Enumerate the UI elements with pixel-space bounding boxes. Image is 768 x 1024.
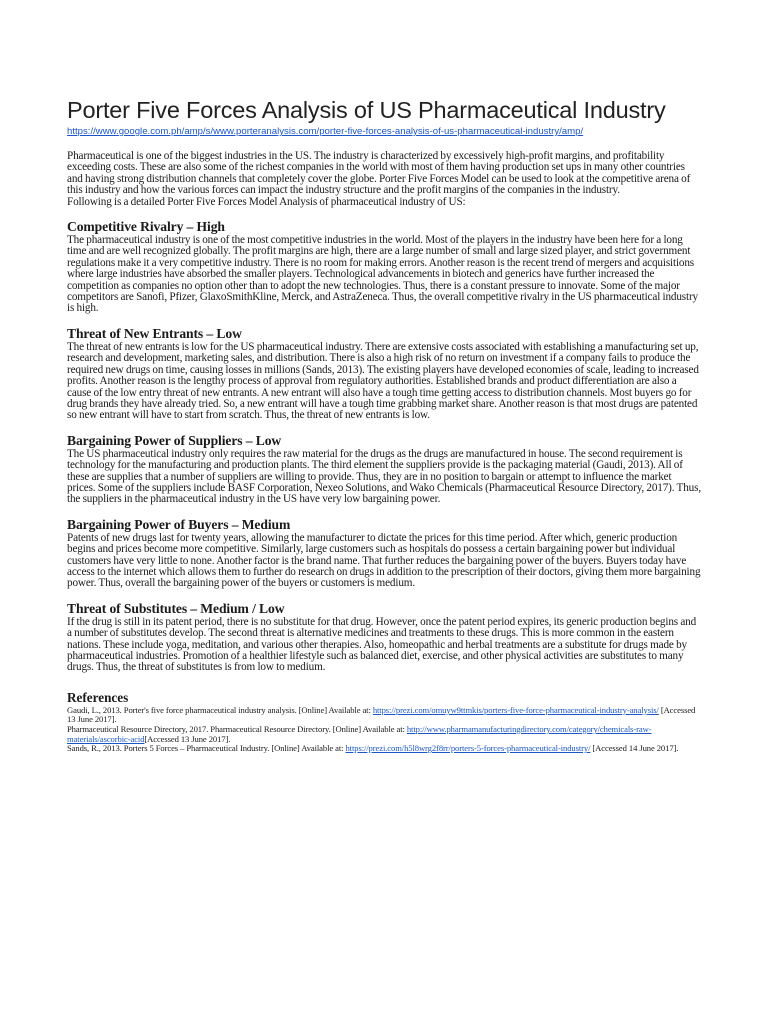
reference-text: Sands, R., 2013. Porters 5 Forces – Pharmaceutical Industry. [Online] Available at: [67,743,346,754]
document-content [67,96,701,754]
reference-link[interactable]: https://prezi.com/omuyw9ttmkis/porters-five-force-pharmaceutical-industry-analysis/ [372,704,659,715]
reference-accessed: [Accessed 13 June 2017]. [144,733,231,744]
section-heading: Threat of Substitutes – Medium / Low [67,600,285,616]
reference-item [67,725,701,744]
intro [67,151,701,208]
reference-link[interactable]: http://www.pharmamanufacturingdirectory.com/category/chemicals-raw-materials/ascorbic-acid [67,724,652,744]
references-heading: References [67,689,129,705]
section-substitutes [67,601,701,674]
section-body: The threat of new entrants is low for the US pharmaceutical industry. There are extensive costs associated with establishing a manufacturing set up, research and development, marketing sales, and distribution. There is also a high risk of no return on investment if a company fails to produce the required new drugs on time, causing losses in millions (Sands, 2013). The existing players have developed economies of scale, leading to increased profits. Another reason is the lengthy process of approval from regulatory authorities. Established brands and product differentiation are also a cause of the low entry threat of new entrants. A new entrant will also have a tough time getting access to distribution channels. Most buyers go for drug brands they have already tried. So, a new entrant will have a tough time grabbing market share. Another reason is that most drugs are patented so new entrant will have to start from scratch. Thus, the threat of new entrants is low. [67,340,699,422]
section-body: If the drug is still in its patent period, there is no substitute for that drug. However, once the patent period expires, its generic production begins and a number of substitutes develop. The second threat is alternative medicines and treatments to these drugs. This is more common in the eastern nations. These include yoga, meditation, and various other therapies. Also, homeopathic and herbal treatments are a substitute for drugs made by pharmaceutical industries. Promotion of a healthier lifestyle such as balanced diet, exercise, and other physical activities are substitutes to many drugs. Thus, the threat of substitutes is from low to medium. [67,615,697,674]
section-body: The pharmaceutical industry is one of the most competitive industries in the world. Most of the players in the industry have been here for a long time and are well recognized globally. The profit margins are high, there are a large number of small and large sized player, and strict government regulations make it a very competitive industry. There is no room for making errors. Another reason is the recent trend of mergers and acquisitions where large industries have absorbed the smaller players. Technological advancements in biotech and generics have further increased the competition as companies no option other than to adopt the new technologies. Thus, there is a constant pressure to innovate. Some of the major competitors are Sanofi, Pfizer, GlaxoSmithKline, Merck, and AstraZeneca. Thus, the overall competitive rivalry in the US pharmaceutical industry is high. [67,234,698,315]
reference-item [67,706,701,725]
section-heading: Competitive Rivalry – High [67,219,225,235]
section-heading: Threat of New Entrants – Low [67,325,242,341]
section-heading: Bargaining Power of Buyers – Medium [67,516,291,532]
intro-paragraph: Pharmaceutical is one of the biggest industries in the US. The industry is characterized by excessively high-profit margins, and profitability exceeding costs. These are also some of the richest companies in the world with most of them having production set ups in many other countries and having strong distribution channels that completely cover the globe. Porter Five Forces Model can be used to look at the competitive arena of this industry and how the various forces can impact the industry structure and the profit margins of the companies in the industry. [67,150,691,197]
section-body: Patents of new drugs last for twenty years, allowing the manufacturer to dictate the prices for this time period. After which, generic production begins and prices become more competitive. Similarly, large customers such as hospitals do possess a certain bargaining power but individual customers have very little to none. Another factor is the brand name. That further reduces the bargaining power of the buyers. Buyers today have access to the internet which allows them to further do research on drugs in addition to the prescription of their doctors, giving them more bargaining power. Thus, overall the bargaining power of the buyers or customers is medium. [67,531,701,590]
section-body: The US pharmaceutical industry only requires the raw material for the drugs as the drugs are manufactured in house. The second requirement is technology for the manufacturing and production plants. The third element the suppliers provide is the packaging material (Gaudi, 2013). All of these are supplies that a number of suppliers are willing to provide. Thus, they are in no position to bargain or attempt to influence the market prices. Some of the suppliers include BASF Corporation, Nexeo Solutions, and Wako Chemicals (Pharmaceutical Resource Directory, 2017). Thus, the suppliers in the pharmaceutical industry in the US have very low bargaining power. [67,447,701,506]
reference-item [67,744,701,754]
reference-accessed: [Accessed 13 June 2017]. [67,704,696,725]
intro-lead: Following is a detailed Porter Five Forces Model Analysis of pharmaceutical industry of US: [67,195,466,208]
reference-accessed: [Accessed 14 June 2017]. [590,743,679,754]
reference-text: Gaudi, L., 2013. Porter's five force pharmaceutical industry analysis. [Online] Available at: [67,704,373,715]
section-supplier-power [67,433,701,506]
section-new-entrants [67,326,701,422]
section-competitive-rivalry [67,219,701,315]
page-title: Porter Five Forces Analysis of US Pharmaceutical Industry [67,97,666,123]
reference-link[interactable]: https://prezi.com/h5l8wrg2f8rr/porters-5-forces-pharmaceutical-industry/ [345,743,591,754]
reference-text: Pharmaceutical Resource Directory, 2017. Pharmaceutical Resource Directory. [Online] Available at: [67,724,407,734]
section-heading: Bargaining Power of Suppliers – Low [67,432,282,448]
section-buyer-power [67,517,701,590]
source-link[interactable]: https://www.google.com.ph/amp/s/www.porteranalysis.com/porter-five-forces-analysis-of-us-pharmaceutical-industry/amp/ [67,126,584,137]
